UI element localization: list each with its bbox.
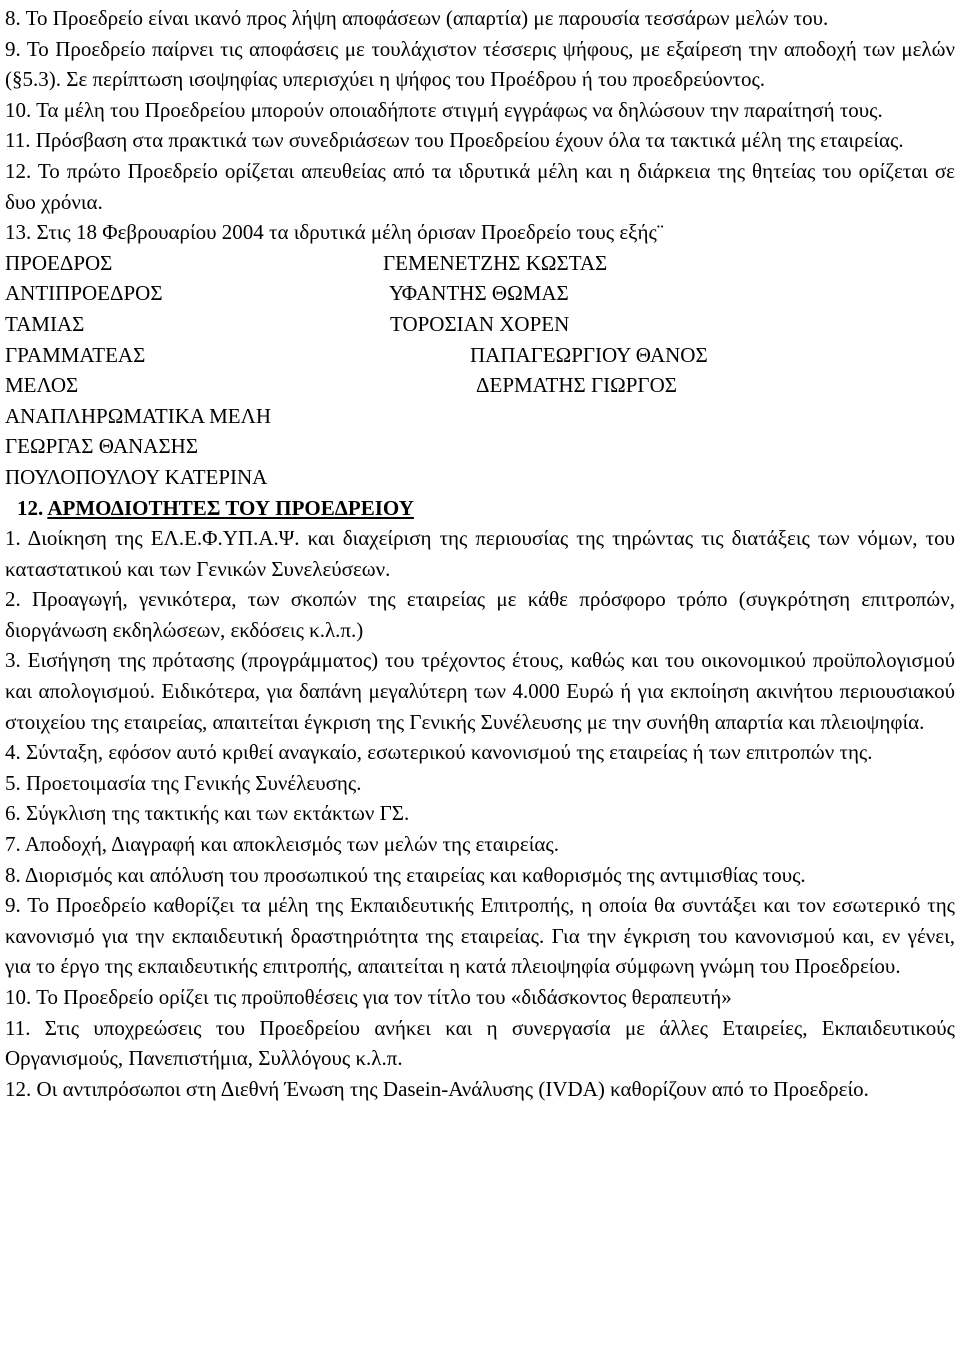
duty-item-staff: 8. Διορισμός και απόλυση του προσωπικού της εταιρείας και καθορισμός της αντιμισθίας τους.: [5, 862, 806, 887]
duty-item-education-committee: 9. Το Προεδρείο καθορίζει τα μέλη της Εκπαιδευτικής Επιτροπής, η οποία θα συντάξει και τον εσωτερικό της κανονισμό για την εκπαιδευτική δραστηριότητα της εταιρείας. Για την έγκριση του κανονισμού και, εν γένει, για το έργο της εκπαιδευτικής επιτροπής, απαιτείται η κατά πλειοψηφία σύμφωνη γνώμη του Προεδρείου.: [5, 893, 955, 979]
board-row-member: [5, 370, 955, 401]
duty-item-membership: 7. Αποδοχή, Διαγραφή και αποκλεισμός των μελών της εταιρείας.: [5, 832, 559, 857]
duty-item-teaching-therapist: 10. Το Προεδρείο ορίζει τις προϋποθέσεις για τον τίτλο του «διδάσκοντος θεραπευτή»: [5, 985, 732, 1009]
alternate-members: [5, 401, 955, 493]
intro-item-first-board: 12. Το πρώτο Προεδρείο ορίζεται απευθείας από τα ιδρυτικά μέλη και η διάρκεια της θητείας του ορίζεται σε δυο χρόνια.: [5, 158, 955, 214]
duty-item-ivda-representatives: 12. Οι αντιπρόσωποι στη Διεθνή Ένωση της Dasein-Ανάλυσης (IVDA) καθορίζουν από το Προεδρείο.: [5, 1076, 869, 1101]
board-role: ΜΕΛΟΣ: [5, 373, 79, 398]
alternates-label: ΑΝΑΠΛΗΡΩΜΑΤΙΚΑ ΜΕΛΗ: [5, 403, 272, 428]
duty-item-administration: 1. Διοίκηση της ΕΛ.Ε.Φ.ΥΠ.Α.Ψ. και διαχείριση της περιουσίας της τηρώντας τις διατάξεις των νόμων, του καταστατικού και των Γενικών Συνελεύσεων.: [5, 526, 955, 581]
section-title: ΑΡΜΟΔΙΟΤΗΤΕΣ ΤΟΥ ΠΡΟΕΔΡΕΙΟΥ: [47, 495, 414, 520]
duty-item-assembly-preparation: 5. Προετοιμασία της Γενικής Συνέλευσης.: [5, 770, 362, 795]
board-row-secretary: [5, 340, 955, 371]
duty-item-promotion: 2. Προαγωγή, γενικότερα, των σκοπών της εταιρείας με κάθε πρόσφορο τρόπο (συγκρότηση επιτροπών, διοργάνωση εκδηλώσεων, εκδόσεις κ.λ.π.): [5, 587, 955, 642]
alternate-member-name: ΓΕΩΡΓΑΣ ΘΑΝΑΣΗΣ: [5, 434, 199, 459]
board-members-list: [5, 248, 955, 401]
intro-item-minutes-access: 11. Πρόσβαση στα πρακτικά των συνεδριάσεων του Προεδρείου έχουν όλα τα τακτικά μέλη της εταιρείας.: [5, 128, 904, 153]
board-member-name: ΠΑΠΑΓΕΩΡΓΙΟΥ ΘΑΝΟΣ: [470, 342, 708, 367]
board-row-vice-president: [5, 278, 955, 309]
board-row-president: [5, 248, 955, 279]
intro-list: [5, 3, 955, 248]
intro-item-quorum: 8. Το Προεδρείο είναι ικανό προς λήψη αποφάσεων (απαρτία) με παρουσία τεσσάρων μελών του.: [5, 6, 829, 30]
duties-list: [5, 523, 955, 1104]
board-role: ΑΝΤΙΠΡΟΕΔΡΟΣ: [5, 281, 163, 306]
board-member-name: ΔΕΡΜΑΤΗΣ ΓΙΩΡΓΟΣ: [476, 373, 677, 398]
duty-item-assembly-convocation: 6. Σύγκλιση της τακτικής και των εκτάκτων ΓΣ.: [5, 801, 410, 826]
board-role: ΓΡΑΜΜΑΤΕΑΣ: [5, 342, 146, 367]
board-member-name: ΓΕΜΕΝΕΤΖΗΣ ΚΩΣΤΑΣ: [383, 250, 608, 275]
intro-item-resignation: 10. Τα μέλη του Προεδρείου μπορούν οποιαδήποτε στιγμή εγγράφως να δηλώσουν την παραίτησή τους.: [5, 97, 883, 122]
board-member-name: ΥΦΑΝΤΗΣ ΘΩΜΑΣ: [389, 281, 569, 306]
duty-item-budget: 3. Εισήγηση της πρότασης (προγράμματος) του τρέχοντος έτους, καθώς και του οικονομικού προϋπολογισμού και απολογισμού. Ειδικότερα, για δαπάνη μεγαλύτερη των 4.000 Ευρώ ή για εκποίηση ακινήτου περιουσιακού στοιχείου της εταιρείας, απαιτείται έγκριση της Γενικής Συνέλευσης με την συνήθη απαρτία και πλειοψηφία.: [5, 648, 955, 734]
duty-item-regulations: 4. Σύνταξη, εφόσον αυτό κριθεί αναγκαίο, εσωτερικού κανονισμού της εταιρείας ή των επιτροπών της.: [5, 740, 873, 765]
board-role: ΤΑΜΙΑΣ: [5, 311, 85, 336]
alternate-member-name: ΠΟΥΛΟΠΟΥΛΟΥ ΚΑΤΕΡΙΝΑ: [5, 464, 268, 489]
intro-item-decisions: 9. Το Προεδρείο παίρνει τις αποφάσεις με τουλάχιστον τέσσερις ψήφους, με εξαίρεση την αποδοχή των μελών (§5.3). Σε περίπτωση ισοψηφίας υπερισχύει η ψήφος του Προέδρου ή του προεδρεύοντος.: [5, 36, 955, 92]
board-row-treasurer: [5, 309, 955, 340]
duty-item-cooperation: 11. Στις υποχρεώσεις του Προεδρείου ανήκει και η συνεργασία με άλλες Εταιρείες, Εκπαιδευτικούς Οργανισμούς, Πανεπιστήμια, Συλλόγους κ.λ.π.: [5, 1015, 955, 1071]
section-heading: [5, 493, 955, 524]
section-number: 12.: [17, 495, 44, 520]
board-role: ΠΡΟΕΔΡΟΣ: [5, 250, 113, 275]
board-member-name: ΤΟΡΟΣΙΑΝ ΧΟΡΕΝ: [390, 311, 570, 336]
intro-item-appointment: 13. Στις 18 Φεβρουαρίου 2004 τα ιδρυτικά μέλη όρισαν Προεδρείο τους εξής¨: [5, 220, 664, 245]
